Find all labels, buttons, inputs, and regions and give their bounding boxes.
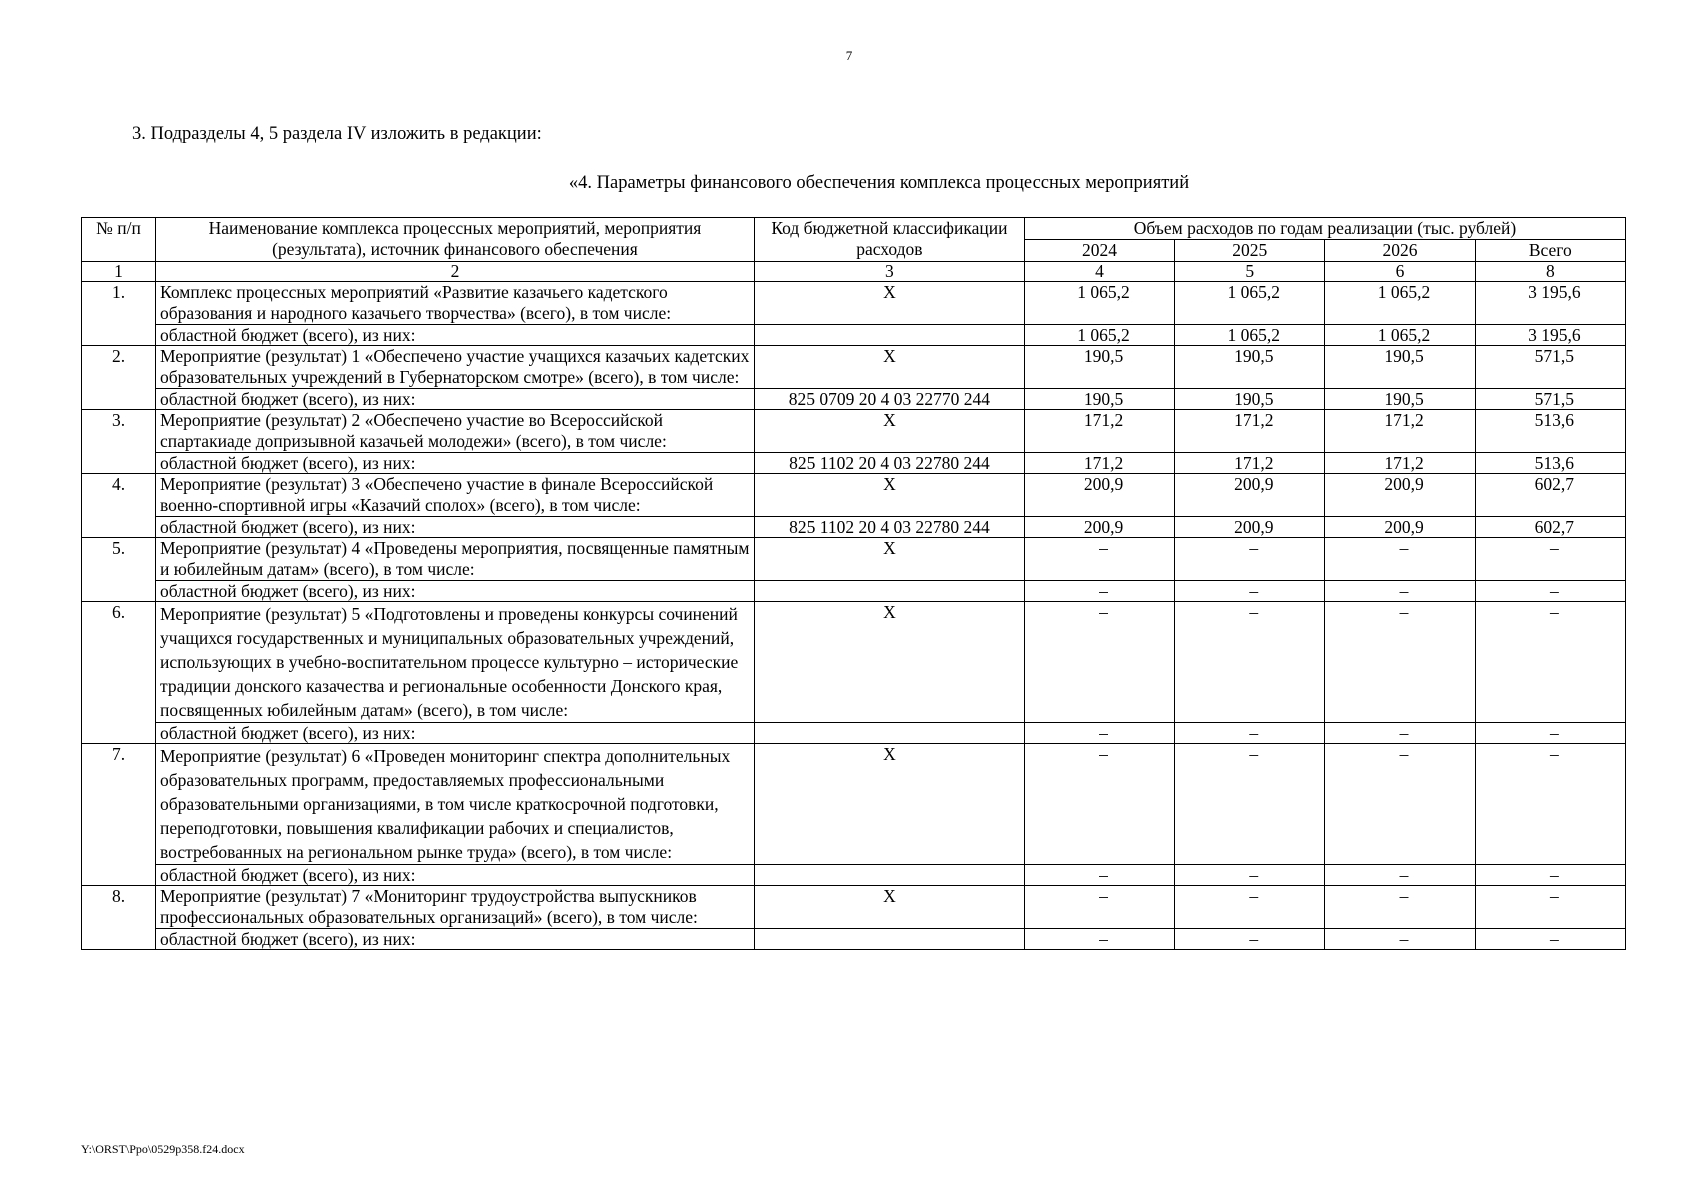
row-value-2024: 1 065,2 [1024, 282, 1174, 325]
table-row [82, 602, 1626, 723]
index-row [82, 262, 1626, 282]
subrow-name: областной бюджет (всего), из них: [156, 929, 755, 950]
row-code: X [754, 410, 1024, 453]
table-subrow [82, 865, 1626, 886]
row-value-2024: – [1024, 602, 1174, 723]
header-total: Всего [1475, 240, 1625, 262]
table-subrow [82, 929, 1626, 950]
row-code: X [754, 602, 1024, 723]
subrow-value-2025: 171,2 [1175, 453, 1325, 474]
header-name: Наименование комплекса процессных мероприятий, мероприятия (результата), источник финансового обеспечения [156, 218, 755, 262]
table-subrow [82, 517, 1626, 538]
row-code: X [754, 346, 1024, 389]
subrow-code [754, 581, 1024, 602]
row-value-total: – [1475, 886, 1625, 929]
row-value-2025: 190,5 [1175, 346, 1325, 389]
row-code: X [754, 886, 1024, 929]
subrow-name: областной бюджет (всего), из них: [156, 723, 755, 744]
subrow-value-2025: – [1175, 929, 1325, 950]
header-no: № п/п [82, 218, 156, 262]
subrow-value-2026: 1 065,2 [1325, 325, 1475, 346]
subrow-value-2024: – [1024, 865, 1174, 886]
subrow-value-total: – [1475, 929, 1625, 950]
row-value-2026: – [1325, 538, 1475, 581]
row-name: Мероприятие (результат) 4 «Проведены мероприятия, посвященные памятным и юбилейным датам» (всего), в том числе: [156, 538, 755, 581]
subrow-value-2026: 190,5 [1325, 389, 1475, 410]
row-value-2024: 171,2 [1024, 410, 1174, 453]
row-code: X [754, 538, 1024, 581]
row-value-2024: – [1024, 886, 1174, 929]
index-cell: 5 [1175, 262, 1325, 282]
subrow-code: 825 0709 20 4 03 22770 244 [754, 389, 1024, 410]
row-name: Мероприятие (результат) 6 «Проведен мониторинг спектра дополнительных образовательных программ, предоставляемых профессиональными образовательными организациями, в том числе краткосрочной подготовки, переподготовки, повышения квалификации рабочих и специалистов, востребованных на региональном рынке труда» (всего), в том числе: [156, 744, 755, 865]
subrow-value-2024: – [1024, 929, 1174, 950]
subrow-value-2026: – [1325, 929, 1475, 950]
index-cell: 4 [1024, 262, 1174, 282]
row-code: X [754, 282, 1024, 325]
row-name: Мероприятие (результат) 7 «Мониторинг трудоустройства выпускников профессиональных образовательных организаций» (всего), в том числе: [156, 886, 755, 929]
row-value-2026: – [1325, 886, 1475, 929]
row-value-2024: 190,5 [1024, 346, 1174, 389]
subrow-value-2024: 190,5 [1024, 389, 1174, 410]
row-value-total: 513,6 [1475, 410, 1625, 453]
table-row [82, 538, 1626, 581]
row-number: 3. [82, 410, 156, 474]
table-row [82, 282, 1626, 325]
subrow-value-2026: 200,9 [1325, 517, 1475, 538]
row-value-2025: 171,2 [1175, 410, 1325, 453]
subrow-value-2024: 1 065,2 [1024, 325, 1174, 346]
row-number: 4. [82, 474, 156, 538]
subrow-value-total: – [1475, 865, 1625, 886]
row-value-total: – [1475, 538, 1625, 581]
row-value-total: 602,7 [1475, 474, 1625, 517]
table-subrow [82, 581, 1626, 602]
subrow-value-total: 3 195,6 [1475, 325, 1625, 346]
header-year-2024: 2024 [1024, 240, 1174, 262]
row-value-2026: 171,2 [1325, 410, 1475, 453]
table-row [82, 744, 1626, 865]
row-value-2026: 190,5 [1325, 346, 1475, 389]
table-row [82, 346, 1626, 389]
table-title: «4. Параметры финансового обеспечения комплекса процессных мероприятий [568, 173, 1190, 193]
row-value-2024: – [1024, 744, 1174, 865]
financial-table [81, 217, 1626, 950]
subrow-value-2025: 190,5 [1175, 389, 1325, 410]
table-subrow [82, 325, 1626, 346]
header-code: Код бюджетной классификации расходов [754, 218, 1024, 262]
index-cell: 2 [156, 262, 755, 282]
table-subrow [82, 453, 1626, 474]
subrow-value-total: 571,5 [1475, 389, 1625, 410]
subrow-value-2025: – [1175, 723, 1325, 744]
subrow-code: 825 1102 20 4 03 22780 244 [754, 517, 1024, 538]
subrow-value-2025: – [1175, 865, 1325, 886]
row-code: X [754, 744, 1024, 865]
subrow-code [754, 325, 1024, 346]
subrow-code [754, 723, 1024, 744]
subrow-code [754, 865, 1024, 886]
subrow-name: областной бюджет (всего), из них: [156, 453, 755, 474]
subrow-value-2025: 1 065,2 [1175, 325, 1325, 346]
subrow-value-total: 602,7 [1475, 517, 1625, 538]
row-number: 2. [82, 346, 156, 410]
row-name: Мероприятие (результат) 2 «Обеспечено участие во Всероссийской спартакиаде допризывной казачьей молодежи» (всего), в том числе: [156, 410, 755, 453]
row-number: 6. [82, 602, 156, 744]
subrow-value-2026: – [1325, 723, 1475, 744]
subrow-value-2024: – [1024, 723, 1174, 744]
row-value-2026: – [1325, 602, 1475, 723]
row-value-2026: 200,9 [1325, 474, 1475, 517]
subrow-code: 825 1102 20 4 03 22780 244 [754, 453, 1024, 474]
row-value-total: 571,5 [1475, 346, 1625, 389]
row-value-total: 3 195,6 [1475, 282, 1625, 325]
table-row [82, 410, 1626, 453]
index-cell: 1 [82, 262, 156, 282]
subrow-value-2025: 200,9 [1175, 517, 1325, 538]
row-number: 1. [82, 282, 156, 346]
file-path-footer: Y:\ORST\Ppo\0529p358.f24.docx [81, 1142, 245, 1156]
header-year-2026: 2026 [1325, 240, 1475, 262]
table-subrow [82, 723, 1626, 744]
row-value-2025: – [1175, 886, 1325, 929]
subrow-name: областной бюджет (всего), из них: [156, 389, 755, 410]
subrow-value-total: – [1475, 581, 1625, 602]
table-row [82, 886, 1626, 929]
table-subrow [82, 389, 1626, 410]
subrow-name: областной бюджет (всего), из них: [156, 865, 755, 886]
row-number: 5. [82, 538, 156, 602]
subrow-value-total: 513,6 [1475, 453, 1625, 474]
row-code: X [754, 474, 1024, 517]
subrow-value-2026: 171,2 [1325, 453, 1475, 474]
index-cell: 3 [754, 262, 1024, 282]
row-value-2024: – [1024, 538, 1174, 581]
subrow-value-2024: 200,9 [1024, 517, 1174, 538]
subrow-value-total: – [1475, 723, 1625, 744]
row-name: Мероприятие (результат) 3 «Обеспечено участие в финале Всероссийской военно-спортивной игры «Казачий сполох» (всего), в том числе: [156, 474, 755, 517]
page-number: 7 [845, 48, 853, 63]
subrow-code [754, 929, 1024, 950]
row-value-2025: 200,9 [1175, 474, 1325, 517]
intro-paragraph: 3. Подразделы 4, 5 раздела IV изложить в редакции: [132, 124, 542, 144]
subrow-name: областной бюджет (всего), из них: [156, 581, 755, 602]
row-number: 7. [82, 744, 156, 886]
subrow-value-2025: – [1175, 581, 1325, 602]
subrow-name: областной бюджет (всего), из них: [156, 517, 755, 538]
subrow-name: областной бюджет (всего), из них: [156, 325, 755, 346]
row-value-2025: 1 065,2 [1175, 282, 1325, 325]
index-cell: 8 [1475, 262, 1625, 282]
subrow-value-2026: – [1325, 865, 1475, 886]
row-name: Комплекс процессных мероприятий «Развитие казачьего кадетского образования и народного казачьего творчества» (всего), в том числе: [156, 282, 755, 325]
subrow-value-2024: – [1024, 581, 1174, 602]
row-value-2025: – [1175, 538, 1325, 581]
subrow-value-2024: 171,2 [1024, 453, 1174, 474]
row-value-2024: 200,9 [1024, 474, 1174, 517]
row-value-2025: – [1175, 744, 1325, 865]
row-value-total: – [1475, 744, 1625, 865]
row-name: Мероприятие (результат) 5 «Подготовлены и проведены конкурсы сочинений учащихся государственных и муниципальных образовательных учреждений, использующих в учебно-воспитательном процессе культурно – исторические традиции донского казачества и региональные особенности Донского края, посвященных юбилейным датам» (всего), в том числе: [156, 602, 755, 723]
header-volume: Объем расходов по годам реализации (тыс. рублей) [1024, 218, 1625, 240]
row-number: 8. [82, 886, 156, 950]
header-row-1 [82, 218, 1626, 240]
subrow-value-2026: – [1325, 581, 1475, 602]
index-cell: 6 [1325, 262, 1475, 282]
table-row [82, 474, 1626, 517]
row-value-2025: – [1175, 602, 1325, 723]
row-value-total: – [1475, 602, 1625, 723]
row-name: Мероприятие (результат) 1 «Обеспечено участие учащихся казачьих кадетских образовательных учреждений в Губернаторском смотре» (всего), в том числе: [156, 346, 755, 389]
header-year-2025: 2025 [1175, 240, 1325, 262]
row-value-2026: – [1325, 744, 1475, 865]
row-value-2026: 1 065,2 [1325, 282, 1475, 325]
